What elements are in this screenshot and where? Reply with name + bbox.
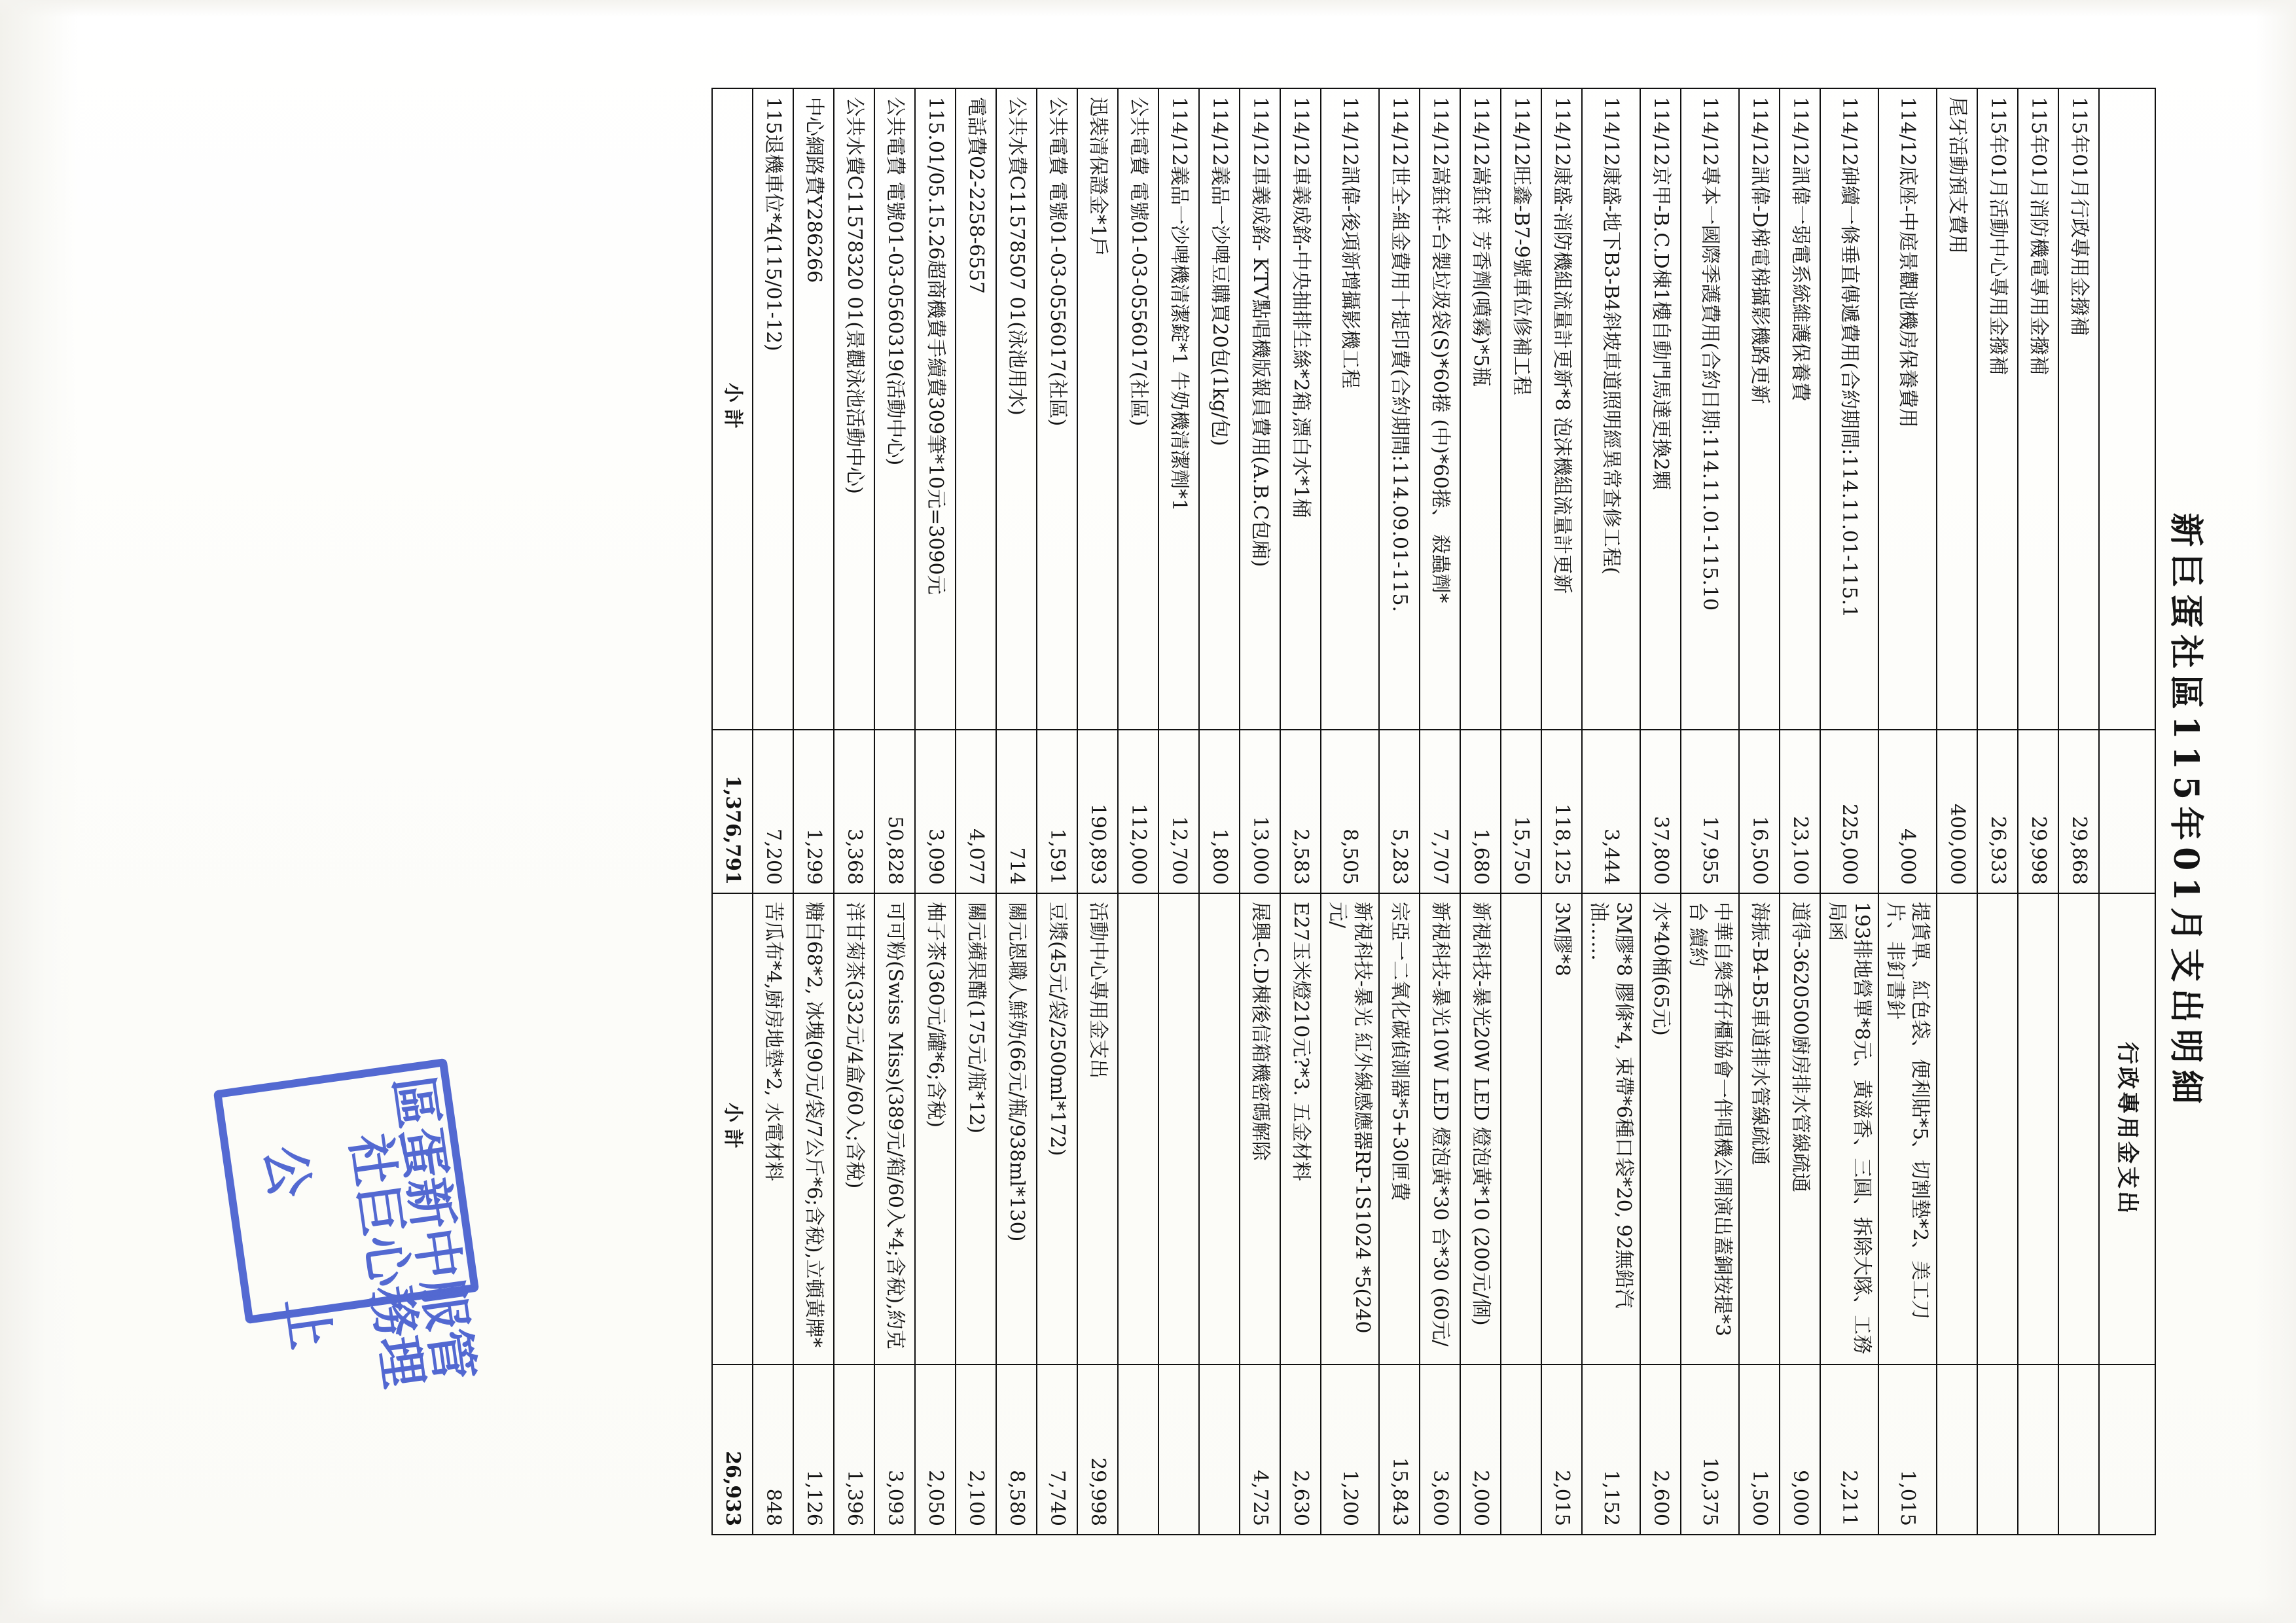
- header-note: 行政專用金支出: [2099, 893, 2155, 1364]
- cell-amount: 8,505: [1321, 730, 1379, 893]
- cell-note: [2018, 893, 2058, 1364]
- cell-amount: 4,000: [1878, 730, 1937, 893]
- cell-note: [1118, 893, 1158, 1364]
- cell-item: 114/12車義成銘- KTV點唱機版報員費用(A.B.C包廂): [1240, 88, 1280, 730]
- cell-subtotal: 9,000: [1780, 1364, 1820, 1535]
- cell-amount: 1,591: [1037, 730, 1077, 893]
- cell-note: 193排地營單*8元、黃滋香、三圓、拆除大隊、工務局函: [1820, 893, 1878, 1364]
- cell-subtotal: [1199, 1364, 1240, 1535]
- cell-amount: 1,680: [1460, 730, 1501, 893]
- cell-subtotal: [1158, 1364, 1199, 1535]
- cell-amount: 714: [996, 730, 1037, 893]
- cell-amount: 225,000: [1820, 730, 1878, 893]
- table-row: [1820, 88, 1878, 1535]
- seal-char-2: 管理服務中心: [358, 1216, 482, 1391]
- table-row: [1780, 88, 1820, 1535]
- cell-subtotal: [1501, 1364, 1541, 1535]
- cell-note: 豆漿(45元/袋/2500ml*172): [1037, 893, 1077, 1364]
- table-row: [1739, 88, 1780, 1535]
- cell-subtotal: 1,200: [1321, 1364, 1379, 1535]
- cell-item: 公共電費 電號01-03-0556017(社區): [1037, 88, 1077, 730]
- seal-char-3: 公: [259, 1134, 318, 1201]
- table-row: [1240, 88, 1280, 1535]
- cell-item: 公共電費 電號01-03-0556017(社區): [1118, 88, 1158, 730]
- cell-note: 糖白68*2, 冰塊(90元/袋/7公斤*6;含稅),立頓黃牌*: [793, 893, 834, 1364]
- cell-amount: 12,700: [1158, 730, 1199, 893]
- scan-edge-right: [2257, 0, 2296, 1623]
- cell-subtotal: [2058, 1364, 2099, 1535]
- cell-amount: 1,299: [793, 730, 834, 893]
- cell-subtotal: 10,375: [1681, 1364, 1739, 1535]
- table-row: [1460, 88, 1501, 1535]
- cell-amount: 3,368: [834, 730, 874, 893]
- seal-char-1: 新巨蛋社區: [344, 1064, 461, 1239]
- cell-subtotal: 1,500: [1739, 1364, 1780, 1535]
- cell-amount: 29,868: [2058, 730, 2099, 893]
- cell-item: 114/12義品一沙啤豆購買20包(1kg/包): [1199, 88, 1240, 730]
- cell-subtotal: 2,630: [1280, 1364, 1321, 1535]
- cell-amount: 1,800: [1199, 730, 1240, 893]
- table-row: [2018, 88, 2058, 1535]
- cell-note: 活動中心專用金支出: [1077, 893, 1118, 1364]
- table-row: [996, 88, 1037, 1535]
- cell-note: 3M膠*8: [1541, 893, 1582, 1364]
- cell-note: 新視科技-暴光10W LED 燈泡黃*30 台*30 (60元/: [1420, 893, 1460, 1364]
- cell-note: 柚子茶(360元/罐*6;含稅): [915, 893, 956, 1364]
- table-header-row: [2099, 88, 2155, 1535]
- table-row: [915, 88, 956, 1535]
- cell-subtotal: [1118, 1364, 1158, 1535]
- cell-amount: 5,283: [1379, 730, 1420, 893]
- cell-item: 114/12砷續一條垂直傳遞費用(合約期間:114.11.01-115.1: [1820, 88, 1878, 730]
- cell-note: 新視科技-暴光 紅外線感應器RP-1S1024 *5(240元/: [1321, 893, 1379, 1364]
- cell-note: 可可粉(Swiss Miss)(389元/箱/60入*4;含稅),約克: [874, 893, 915, 1364]
- cell-item: 114/12訊偉-D梯電梯攝影機路更新: [1739, 88, 1780, 730]
- cell-note: [2058, 893, 2099, 1364]
- cell-item: 公共水費C11578320 01(景觀泳池活動中心): [834, 88, 874, 730]
- cell-amount: 2,583: [1280, 730, 1321, 893]
- cell-item: 114/12嵩鈺祥-台製垃圾袋(S)*60捲 (中)*60捲、 殺蟲劑*: [1420, 88, 1460, 730]
- expense-statement-document: [42, 33, 2254, 1590]
- cell-item: 114/12車義成銘-中央抽排生絲*2箱,漂白水*1桶: [1280, 88, 1321, 730]
- table-row: [1199, 88, 1240, 1535]
- table-row: [874, 88, 915, 1535]
- table-row: [834, 88, 874, 1535]
- cell-note: [1501, 893, 1541, 1364]
- cell-item: 迅裝清保證金*1戶: [1077, 88, 1118, 730]
- cell-amount: 29,998: [2018, 730, 2058, 893]
- cell-amount: 3,444: [1582, 730, 1640, 893]
- cell-note: 苦瓜布*4,廚房地墊*2, 水電材料: [753, 893, 793, 1364]
- cell-amount: 4,077: [956, 730, 996, 893]
- rotated-document-wrapper: [42, 33, 2254, 1590]
- cell-item: 尾牙活動預支費用: [1937, 88, 1977, 730]
- total-note-label: 小計: [712, 893, 753, 1364]
- cell-amount: 16,500: [1739, 730, 1780, 893]
- cell-item: 電話費02-2258-6557: [956, 88, 996, 730]
- table-row: [1420, 88, 1460, 1535]
- cell-subtotal: 4,725: [1240, 1364, 1280, 1535]
- cell-item: 114/12康盛-消防機組流量計更新*8 泡沫機組流量計更新: [1541, 88, 1582, 730]
- cell-subtotal: 1,126: [793, 1364, 834, 1535]
- cell-subtotal: 7,740: [1037, 1364, 1077, 1535]
- cell-item: 114/12訊偉一弱電系統維護保養費: [1780, 88, 1820, 730]
- cell-item: 公共電費 電號01-03-0560319(活動中心): [874, 88, 915, 730]
- cell-item: 115.01/05.15.26超商機費手續費309筆*10元=3090元: [915, 88, 956, 730]
- cell-amount: 7,200: [753, 730, 793, 893]
- cell-subtotal: 2,100: [956, 1364, 996, 1535]
- table-row: [753, 88, 793, 1535]
- table-row: [1077, 88, 1118, 1535]
- cell-item: 115年01月活動中心專用金撥補: [1977, 88, 2018, 730]
- cell-item: 115年01月行政專用金撥補: [2058, 88, 2099, 730]
- cell-note: 中華自樂香仔橿協會一伴唱機公開演出蓋銅按提*3台 續約: [1681, 893, 1739, 1364]
- expense-table-body: [753, 88, 2099, 1535]
- cell-item: 公共水費C11578507 01(泳池用水): [996, 88, 1037, 730]
- cell-note: 關元蘋果醋(175元/瓶*12): [956, 893, 996, 1364]
- cell-item: 114/12嵩鈺祥 芳香劑(噴霧)*5瓶: [1460, 88, 1501, 730]
- table-row: [1280, 88, 1321, 1535]
- cell-subtotal: [2018, 1364, 2058, 1535]
- table-row: [1118, 88, 1158, 1535]
- cell-subtotal: 2,050: [915, 1364, 956, 1535]
- table-row: [1582, 88, 1640, 1535]
- cell-subtotal: 1,152: [1582, 1364, 1640, 1535]
- cell-note: 宗亞一二氧化碳偵測器*5+30匣費: [1379, 893, 1420, 1364]
- official-seal-stamp: [213, 1058, 482, 1391]
- header-subtotal: [2099, 1364, 2155, 1535]
- cell-amount: 50,828: [874, 730, 915, 893]
- cell-subtotal: 1,396: [834, 1364, 874, 1535]
- cell-note: 提貨單、紅色袋、便利貼*5、切割墊*2、美工刀片、非釘書針: [1878, 893, 1937, 1364]
- cell-subtotal: 1,015: [1878, 1364, 1937, 1535]
- table-row: [2058, 88, 2099, 1535]
- cell-amount: 112,000: [1118, 730, 1158, 893]
- table-row: [1640, 88, 1681, 1535]
- cell-subtotal: 2,000: [1460, 1364, 1501, 1535]
- cell-amount: 400,000: [1937, 730, 1977, 893]
- cell-subtotal: 15,843: [1379, 1364, 1420, 1535]
- cell-amount: 37,800: [1640, 730, 1681, 893]
- table-row: [1501, 88, 1541, 1535]
- header-amount: [2099, 730, 2155, 893]
- cell-note: 道得-3620500廚房排水管線疏通: [1780, 893, 1820, 1364]
- cell-subtotal: [1977, 1364, 2018, 1535]
- cell-amount: 23,100: [1780, 730, 1820, 893]
- cell-note: 洋甘菊茶(332元/4盒/60入;含稅): [834, 893, 874, 1364]
- scan-edge-bottom: [0, 1597, 2296, 1623]
- cell-amount: 118,125: [1541, 730, 1582, 893]
- cell-amount: 15,750: [1501, 730, 1541, 893]
- cell-subtotal: 29,998: [1077, 1364, 1118, 1535]
- cell-subtotal: 2,211: [1820, 1364, 1878, 1535]
- cell-note: [1158, 893, 1199, 1364]
- table-row: [1977, 88, 2018, 1535]
- page-title: 新巨蛋社區115年01月支出明細: [2166, 512, 2206, 1111]
- table-row: [956, 88, 996, 1535]
- cell-note: 水*40桶(65元): [1640, 893, 1681, 1364]
- seal-char-4: 止: [279, 1285, 339, 1352]
- total-subtotal: 26,933: [712, 1364, 753, 1535]
- table-row: [793, 88, 834, 1535]
- header-item: [2099, 88, 2155, 730]
- table-row: [1937, 88, 1977, 1535]
- cell-item: 114/12義品一沙啤機清潔錠*1 牛奶機清潔劑*1: [1158, 88, 1199, 730]
- table-row: [1681, 88, 1739, 1535]
- total-label: 小計: [712, 88, 753, 730]
- table-row: [1158, 88, 1199, 1535]
- scan-edge-top: [0, 0, 2296, 17]
- cell-subtotal: 2,600: [1640, 1364, 1681, 1535]
- cell-amount: 17,955: [1681, 730, 1739, 893]
- cell-item: 114/12旺鑫-B7-9號車位修補工程: [1501, 88, 1541, 730]
- cell-amount: 13,000: [1240, 730, 1280, 893]
- table-row: [1379, 88, 1420, 1535]
- seal-frame: [213, 1058, 480, 1325]
- cell-note: [1199, 893, 1240, 1364]
- cell-item: 114/12底座-中庭景觀池機房保養費用: [1878, 88, 1937, 730]
- cell-note: 新視科技-暴光20W LED 燈泡黃*10 (200元/個): [1460, 893, 1501, 1364]
- seal-text: [224, 1064, 482, 1391]
- cell-amount: 190,893: [1077, 730, 1118, 893]
- cell-item: 115退機車位*4(115/01-12): [753, 88, 793, 730]
- cell-subtotal: 3,093: [874, 1364, 915, 1535]
- total-amount: 1,376,791: [712, 730, 753, 893]
- cell-note: E27玉米燈210元?*3. 五金材料: [1280, 893, 1321, 1364]
- cell-subtotal: 8,580: [996, 1364, 1037, 1535]
- cell-item: 114/12專本一國際季護費用(合約日期:114.11.01-115.10: [1681, 88, 1739, 730]
- table-row: [1878, 88, 1937, 1535]
- cell-item: 114/12康盛-地下B3-B4斜坡車道照明經異常查修工程(: [1582, 88, 1640, 730]
- cell-item: 115年01月消防機電專用金撥補: [2018, 88, 2058, 730]
- cell-note: 海振-B4-B5車道排水管線疏通: [1739, 893, 1780, 1364]
- cell-item: 114/12京甲-B.C.D棟1樓自動門馬達更換2顆: [1640, 88, 1681, 730]
- cell-item: 114/12訊偉-後項新增攝影機工程: [1321, 88, 1379, 730]
- cell-note: [1977, 893, 2018, 1364]
- cell-note: 展興-C.D棟後信箱機密碼解除: [1240, 893, 1280, 1364]
- cell-amount: 3,090: [915, 730, 956, 893]
- table-row: [1321, 88, 1379, 1535]
- cell-subtotal: 848: [753, 1364, 793, 1535]
- cell-amount: 7,707: [1420, 730, 1460, 893]
- cell-subtotal: 3,600: [1420, 1364, 1460, 1535]
- expense-table: [711, 88, 2156, 1535]
- cell-amount: 26,933: [1977, 730, 2018, 893]
- table-total-row: [712, 88, 753, 1535]
- cell-note: [1937, 893, 1977, 1364]
- cell-note: 3M膠*8 膠條*4, 束帶*6種口袋*20, 92無鉛汽油……: [1582, 893, 1640, 1364]
- cell-item: 中心網路費Y286266: [793, 88, 834, 730]
- cell-subtotal: 2,015: [1541, 1364, 1582, 1535]
- cell-note: 關元恩職人鮮奶(66元/瓶/938ml*130): [996, 893, 1037, 1364]
- table-row: [1541, 88, 1582, 1535]
- cell-subtotal: [1937, 1364, 1977, 1535]
- cell-item: 114/12世全-組金費用十提印費(合約期間:114.09.01-115.: [1379, 88, 1420, 730]
- table-row: [1037, 88, 1077, 1535]
